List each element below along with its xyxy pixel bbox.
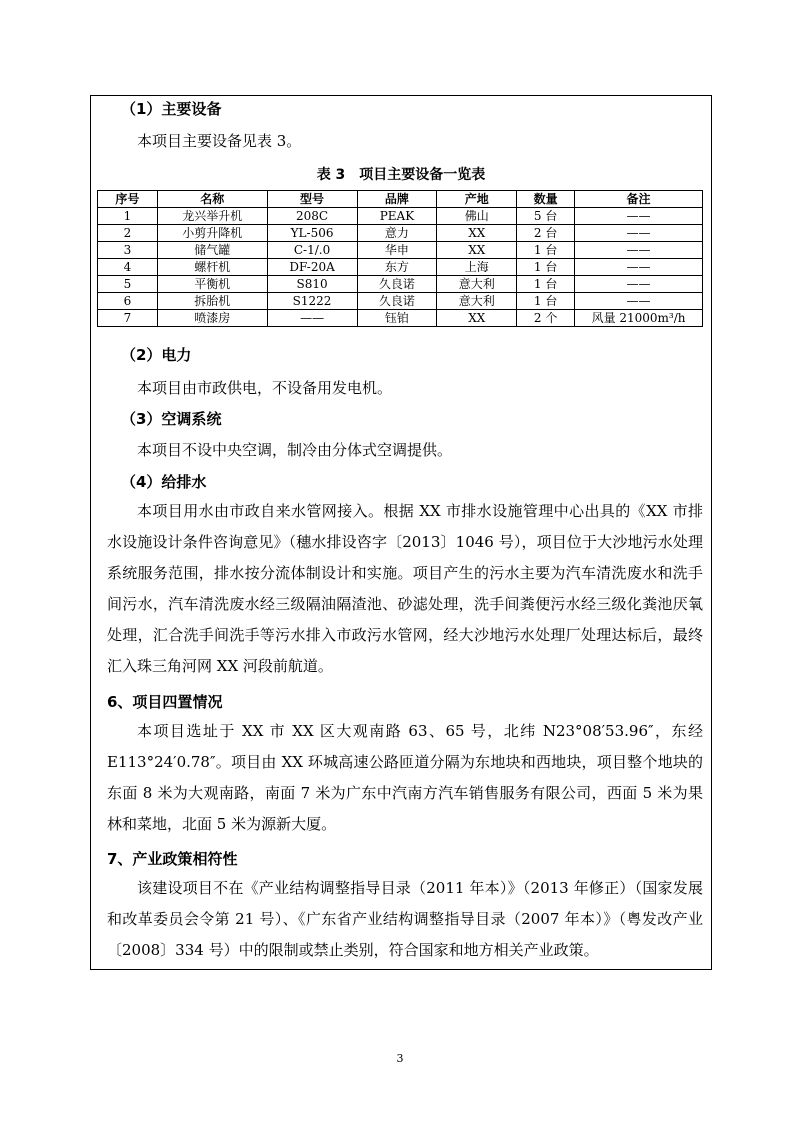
table-row [98,259,703,276]
cell-name: 小剪升降机 [157,225,267,242]
section-policy-text: 该建设项目不在《产业结构调整指导目录（2011 年本）》（2013 年修正）（国家发展和改革委员会令第 21 号）、《广东省产业结构调整指导目录（2007 年本）》（粤发改产业〔2008〕334 号）中的限制或禁止类别，符合国家和地方相关产业政策。 [107,879,703,959]
equipment-table [97,190,703,327]
cell-name: 螺杆机 [157,259,267,276]
cell-model: S1222 [267,293,357,310]
cell-brand: PEAK [357,208,437,225]
section-policy-heading: 7、产业政策相符性 [107,850,238,868]
cell-quantity: 2 台 [517,225,575,242]
cell-origin: 佛山 [437,208,517,225]
col-header-name: 名称 [157,191,267,208]
cell-name: 喷漆房 [157,310,267,327]
cell-origin: XX [437,310,517,327]
section-equipment-intro: 本项目主要设备见表 3。 [137,132,302,150]
cell-quantity: 1 台 [517,242,575,259]
table-row [98,225,703,242]
cell-index: 1 [98,208,158,225]
cell-brand: 久良诺 [357,293,437,310]
cell-quantity: 1 台 [517,293,575,310]
cell-model: DF-20A [267,259,357,276]
cell-remarks: —— [575,208,703,225]
cell-model: —— [267,310,357,327]
cell-index: 6 [98,293,158,310]
cell-name: 拆胎机 [157,293,267,310]
table-caption: 表 3 项目主要设备一览表 [316,167,486,183]
cell-origin: XX [437,225,517,242]
cell-remarks: —— [575,293,703,310]
col-header-index: 序号 [98,191,158,208]
cell-index: 3 [98,242,158,259]
table-row [98,208,703,225]
cell-index: 5 [98,276,158,293]
cell-remarks: —— [575,259,703,276]
cell-name: 储气罐 [157,242,267,259]
section-hvac-heading: （3）空调系统 [121,410,222,428]
table-row [98,310,703,327]
cell-name: 平衡机 [157,276,267,293]
section-surroundings-heading: 6、项目四置情况 [107,693,223,711]
cell-model: S810 [267,276,357,293]
cell-quantity: 1 台 [517,276,575,293]
cell-brand: 钰铂 [357,310,437,327]
cell-name: 龙兴举升机 [157,208,267,225]
cell-brand: 东方 [357,259,437,276]
cell-remarks: 风量 21000m³/h [575,310,703,327]
table-row [98,276,703,293]
cell-model: YL-506 [267,225,357,242]
col-header-brand: 品牌 [357,191,437,208]
cell-brand: 久良诺 [357,276,437,293]
cell-model: 208C [267,208,357,225]
col-header-quantity: 数量 [517,191,575,208]
cell-remarks: —— [575,225,703,242]
page-number: 3 [396,1052,404,1065]
section-surroundings-text: 本项目选址于 XX 市 XX 区大观南路 63、65 号，北纬 N23°08′53.96″，东经 E113°24′0.78″。项目由 XX 环城高速公路匝道分隔为东地块和西地块，项目整个地块的东面 8 米为大观南路，南面 7 米为广东中汽南方汽车销售服务有限公司，西面 5 米为果林和菜地，北面 5 米为源新大厦。 [107,722,703,833]
cell-model: C-1/.0 [267,242,357,259]
section-power-text: 本项目由市政供电，不设备用发电机。 [137,379,393,397]
table-row [98,242,703,259]
cell-quantity: 1 台 [517,259,575,276]
col-header-model: 型号 [267,191,357,208]
col-header-remarks: 备注 [575,191,703,208]
section-equipment-heading: （1）主要设备 [121,100,222,118]
cell-origin: 意大利 [437,276,517,293]
cell-origin: 上海 [437,259,517,276]
cell-brand: 华申 [357,242,437,259]
table-header-row [98,191,703,208]
cell-origin: 意大利 [437,293,517,310]
cell-index: 2 [98,225,158,242]
cell-index: 7 [98,310,158,327]
cell-remarks: —— [575,276,703,293]
table-row [98,293,703,310]
cell-index: 4 [98,259,158,276]
col-header-origin: 产地 [437,191,517,208]
report-frame [90,95,712,970]
cell-quantity: 2 个 [517,310,575,327]
cell-brand: 意力 [357,225,437,242]
section-water-text: 本项目用水由市政自来水管网接入。根据 XX 市排水设施管理中心出具的《XX 市排水设施设计条件咨询意见》（穗水排设咨字〔2013〕1046 号），项目位于大沙地污水处理系统服务范围，排水按分流体制设计和实施。项目产生的污水主要为汽车清洗废水和洗手间污水，汽车清洗废水经三级隔油隔渣池、砂滤处理，洗手间粪便污水经三级化粪池厌氧处理，汇合洗手间洗手等污水排入市政污水管网，经大沙地污水处理厂处理达标后，最终汇入珠三角河网 XX 河段前航道。 [107,502,703,675]
cell-origin: XX [437,242,517,259]
cell-quantity: 5 台 [517,208,575,225]
section-water-heading: （4）给排水 [121,473,207,491]
cell-remarks: —— [575,242,703,259]
section-hvac-text: 本项目不设中央空调，制冷由分体式空调提供。 [137,441,453,459]
section-power-heading: （2）电力 [121,346,192,364]
